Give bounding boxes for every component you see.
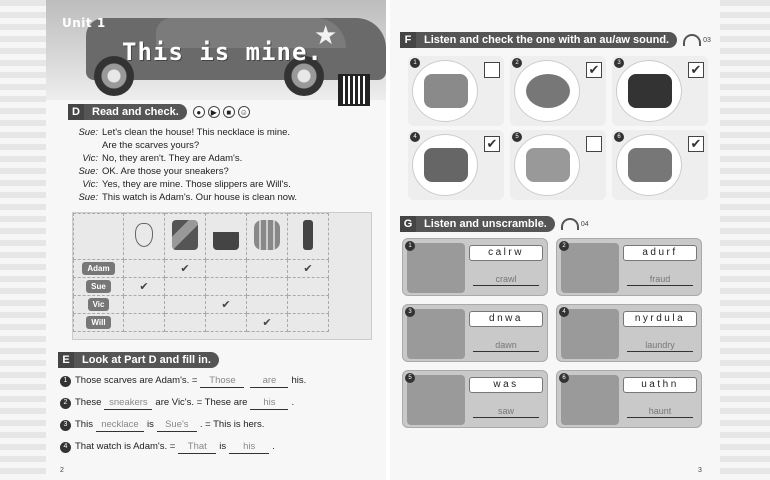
unscramble-card	[556, 238, 702, 296]
answer-checkbox[interactable]	[484, 62, 500, 78]
check-cell[interactable]	[247, 260, 288, 278]
scrambled-word: adurf	[623, 245, 697, 261]
dialogue-line	[72, 152, 372, 165]
item-number: 1	[405, 241, 415, 251]
sneakers-icon	[213, 220, 239, 250]
sound-picture-card	[510, 130, 606, 200]
check-cell[interactable]	[288, 296, 329, 314]
answer-blank[interactable]: his	[229, 441, 269, 454]
answer-line[interactable]: laundry	[627, 339, 693, 352]
headphones-icon[interactable]	[561, 218, 579, 230]
answer-line[interactable]: fraud	[627, 273, 693, 286]
sound-picture-card	[510, 56, 606, 126]
corner-cell	[74, 214, 124, 260]
face-icon[interactable]: ☺	[239, 107, 248, 117]
utterance: Yes, they are mine. Those slippers are Will's.	[102, 179, 291, 190]
unscramble-card	[556, 304, 702, 362]
answer-blank[interactable]: Those	[200, 375, 244, 388]
item-number: 2	[60, 398, 71, 409]
answer-blank[interactable]: necklace	[96, 419, 144, 432]
haunted-house-icon	[561, 375, 619, 425]
sentence-text: .	[272, 441, 275, 452]
check-cell[interactable]: ✔	[247, 314, 288, 332]
dialogue-line	[72, 126, 372, 139]
crawling-baby-icon	[407, 243, 465, 293]
fill-in-line	[60, 414, 370, 436]
sunrise-icon	[407, 309, 465, 359]
section-letter: D	[68, 104, 84, 120]
headphones-icon[interactable]	[683, 34, 701, 46]
section-heading: Listen and check the one with an au/aw sound.	[416, 32, 677, 48]
table-row	[74, 314, 329, 332]
dialogue	[72, 126, 372, 204]
fill-in-line	[60, 370, 370, 392]
name-tag: Adam	[82, 262, 114, 275]
answer-checkbox[interactable]: ✔	[484, 136, 500, 152]
scrambled-word: dnwa	[469, 311, 543, 327]
part-g-header	[400, 216, 589, 232]
check-cell[interactable]	[165, 278, 206, 296]
check-cell[interactable]	[124, 296, 165, 314]
page-number: 3	[698, 467, 702, 474]
item-number: 2	[512, 58, 522, 68]
check-table	[72, 212, 372, 340]
answer-line[interactable]: haunt	[627, 405, 693, 418]
saw-man-icon	[407, 375, 465, 425]
answer-blank[interactable]: are	[250, 375, 288, 388]
dialogue-line	[72, 139, 372, 152]
item-number: 4	[410, 132, 420, 142]
track-number: 03	[703, 36, 711, 44]
check-cell[interactable]: ✔	[288, 260, 329, 278]
part-d-header	[68, 104, 250, 120]
laundry-icon	[561, 309, 619, 359]
check-cell[interactable]: ✔	[206, 296, 247, 314]
part-e-header	[58, 352, 219, 368]
answer-checkbox[interactable]	[586, 136, 602, 152]
check-cell[interactable]	[206, 260, 247, 278]
fill-in-line	[60, 436, 370, 458]
dialogue-line	[72, 178, 372, 191]
play-icon[interactable]: ▶	[208, 106, 220, 118]
sentence-text: are Vic's. = These are	[155, 397, 248, 408]
slippers-icon	[254, 220, 280, 250]
family-icon	[628, 148, 672, 182]
sound-picture-card	[612, 130, 708, 200]
sentence-text: is	[219, 441, 227, 452]
section-letter: G	[400, 216, 416, 232]
check-cell[interactable]	[124, 260, 165, 278]
item-number: 5	[512, 132, 522, 142]
check-cell[interactable]	[288, 314, 329, 332]
dialogue-line	[72, 191, 372, 204]
sentence-text: These	[75, 397, 102, 408]
lawyer-icon	[424, 148, 468, 182]
check-cell[interactable]	[247, 296, 288, 314]
unscramble-card	[402, 304, 548, 362]
right-page	[390, 0, 720, 480]
name-tag: Will	[86, 316, 110, 329]
rowboat-icon	[424, 74, 468, 108]
fill-in-line	[60, 392, 370, 414]
item-number: 1	[410, 58, 420, 68]
sentence-text: Those scarves are Adam's. =	[75, 375, 198, 386]
name-tag: Sue	[86, 280, 111, 293]
dialogue-line	[72, 165, 372, 178]
lesson-title: This is mine.	[122, 38, 323, 66]
table-row	[74, 278, 329, 296]
item-number: 5	[405, 373, 415, 383]
sound-picture-card	[408, 130, 504, 200]
item-number: 4	[559, 307, 569, 317]
scarves-icon	[172, 220, 198, 250]
utterance: This watch is Adam's. Our house is clean now.	[102, 192, 298, 203]
item-number: 1	[60, 376, 71, 387]
sentence-text: .	[291, 397, 295, 408]
section-letter: F	[400, 32, 416, 48]
item-number: 2	[559, 241, 569, 251]
answer-line[interactable]: dawn	[473, 339, 539, 352]
speaker: Vic:	[82, 179, 98, 190]
teacup-icon	[526, 74, 570, 108]
unscramble-card	[402, 370, 548, 428]
answer-blank[interactable]: sneakers	[104, 397, 152, 410]
page-number: 2	[60, 467, 64, 474]
sentence-text: This	[75, 419, 93, 430]
watch-icon	[303, 220, 313, 250]
speaker: Sue:	[78, 166, 98, 177]
answer-checkbox[interactable]: ✔	[586, 62, 602, 78]
scrambled-word: calrw	[469, 245, 543, 261]
check-cell[interactable]	[247, 278, 288, 296]
speaker: Sue:	[78, 127, 98, 138]
qr-code-icon[interactable]	[338, 74, 370, 106]
utterance: OK. Are those your sneakers?	[102, 166, 229, 177]
sound-picture-card	[408, 56, 504, 126]
speaker: Vic:	[82, 153, 98, 164]
unscramble-card	[402, 238, 548, 296]
check-cell[interactable]	[165, 296, 206, 314]
table-row	[74, 296, 329, 314]
check-cell[interactable]	[206, 278, 247, 296]
scrambled-word: nyrdula	[623, 311, 697, 327]
computer-fraud-icon	[561, 243, 619, 293]
table-row	[74, 260, 329, 278]
answer-line[interactable]: saw	[473, 405, 539, 418]
portrait-icon	[526, 148, 570, 182]
audio-controls	[193, 106, 250, 118]
item-number: 3	[60, 420, 71, 431]
unscramble-card	[556, 370, 702, 428]
item-number: 6	[559, 373, 569, 383]
answer-line[interactable]: crawl	[473, 273, 539, 286]
answer-blank[interactable]: his	[250, 397, 288, 410]
page-edge-left	[0, 0, 46, 480]
utterance: Let's clean the house! This necklace is mine.	[102, 127, 291, 138]
check-cell[interactable]: ✔	[165, 260, 206, 278]
utterance: No, they aren't. They are Adam's.	[102, 153, 243, 164]
item-number: 4	[60, 442, 71, 453]
sentence-text: That watch is Adam's. =	[75, 441, 176, 452]
section-letter: E	[58, 352, 74, 368]
speaker: Sue:	[78, 192, 98, 203]
scrambled-word: uathn	[623, 377, 697, 393]
section-heading: Read and check.	[84, 104, 187, 120]
sentence-text: his.	[291, 375, 307, 386]
unit-banner	[46, 0, 386, 100]
check-cell[interactable]	[206, 314, 247, 332]
section-heading: Look at Part D and fill in.	[74, 352, 219, 368]
item-number: 3	[614, 58, 624, 68]
track-number: 04	[580, 220, 589, 228]
stop-icon[interactable]: ■	[223, 106, 235, 118]
page-edge-right	[720, 0, 770, 480]
scrambled-word: was	[469, 377, 543, 393]
section-heading: Listen and unscramble.	[416, 216, 555, 232]
check-cell[interactable]: ✔	[124, 278, 165, 296]
part-f-header	[400, 32, 711, 48]
record-icon[interactable]: ●	[193, 106, 205, 118]
answer-checkbox[interactable]: ✔	[688, 62, 704, 78]
necklace-icon	[135, 223, 153, 247]
fill-in-list	[60, 370, 370, 458]
check-cell[interactable]	[288, 278, 329, 296]
speaker	[72, 139, 102, 152]
unit-label: Unit 1	[62, 16, 106, 30]
name-tag: Vic	[88, 298, 110, 311]
answer-blank[interactable]: Sue's	[157, 419, 197, 432]
item-number: 6	[614, 132, 624, 142]
sound-picture-card	[612, 56, 708, 126]
item-number: 3	[405, 307, 415, 317]
sentence-text: is	[146, 419, 154, 430]
cat-claw-icon	[628, 74, 672, 108]
check-cell[interactable]	[165, 314, 206, 332]
check-cell[interactable]	[124, 314, 165, 332]
answer-blank[interactable]: That	[178, 441, 216, 454]
sentence-text: . = This is hers.	[199, 419, 265, 430]
utterance: Are the scarves yours?	[102, 140, 200, 151]
left-page	[46, 0, 386, 480]
answer-checkbox[interactable]: ✔	[688, 136, 704, 152]
star-icon: ★	[314, 20, 338, 50]
